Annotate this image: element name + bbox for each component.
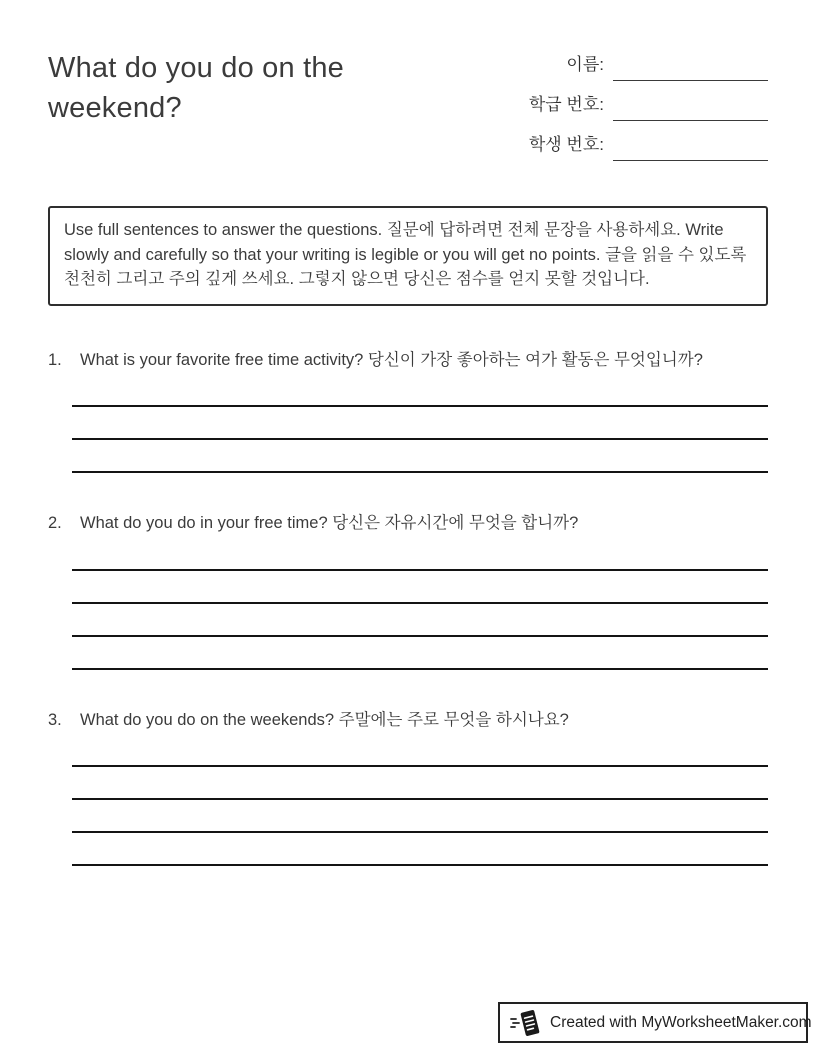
name-field-label: 이름: [566,55,604,74]
question-row [48,708,768,733]
answer-line [72,833,768,866]
answer-line [72,637,768,670]
student-number-field-label: 학생 번호: [528,135,604,154]
answer-line [72,767,768,800]
name-field-line [613,52,768,81]
answer-lines [72,374,768,473]
question-row [48,511,768,536]
questions-list [48,348,768,867]
answer-line [72,800,768,833]
answer-line [72,374,768,407]
class-number-field-row [529,90,768,121]
footer-credit-text[interactable]: Created with MyWorksheetMaker.com [550,1013,812,1031]
student-info-fields [529,50,768,161]
answer-line [72,571,768,604]
answer-line [72,407,768,440]
worksheet-header [48,48,768,166]
flying-worksheet-logo-icon [510,1008,542,1038]
question-item-2 [48,511,768,670]
question-text: What do you do in your free time? 당신은 자유시간에 무엇을 합니까? [80,514,579,532]
name-field-row [529,50,768,81]
instructions-box [48,206,768,306]
class-number-field-label: 학급 번호: [528,95,604,114]
question-text: What do you do on the weekends? 주말에는 주로 무엇을 하시나요? [80,710,569,729]
footer-credit-badge[interactable] [498,1002,812,1043]
student-number-field-row [529,130,768,161]
answer-lines [72,538,768,670]
question-number: 2. [48,514,62,532]
answer-line [72,734,768,767]
answer-lines [72,734,768,866]
instructions-text: Use full sentences to answer the questions. 질문에 답하려면 전체 문장을 사용하세요. Write slowly and carefully so that your writing is legible or you will get no points. 글을 읽을 수 있도록 천천히 그리고 주의 깊게 쓰세요. 그렇지 않으면 당신은 점수를 얻지 못할 것입니다. [64,221,747,288]
question-item-1 [48,348,768,474]
question-item-3 [48,708,768,867]
student-number-field-line [613,132,768,161]
question-row [48,348,768,373]
answer-line [72,604,768,637]
answer-line [72,440,768,473]
worksheet-title: What do you do on the weekend? [48,52,345,124]
question-number: 1. [48,350,62,369]
answer-line [72,538,768,571]
question-text: What is your favorite free time activity? 당신이 가장 좋아하는 여가 활동은 무엇입니까? [80,350,703,369]
question-number: 3. [48,710,62,729]
class-number-field-line [613,92,768,121]
